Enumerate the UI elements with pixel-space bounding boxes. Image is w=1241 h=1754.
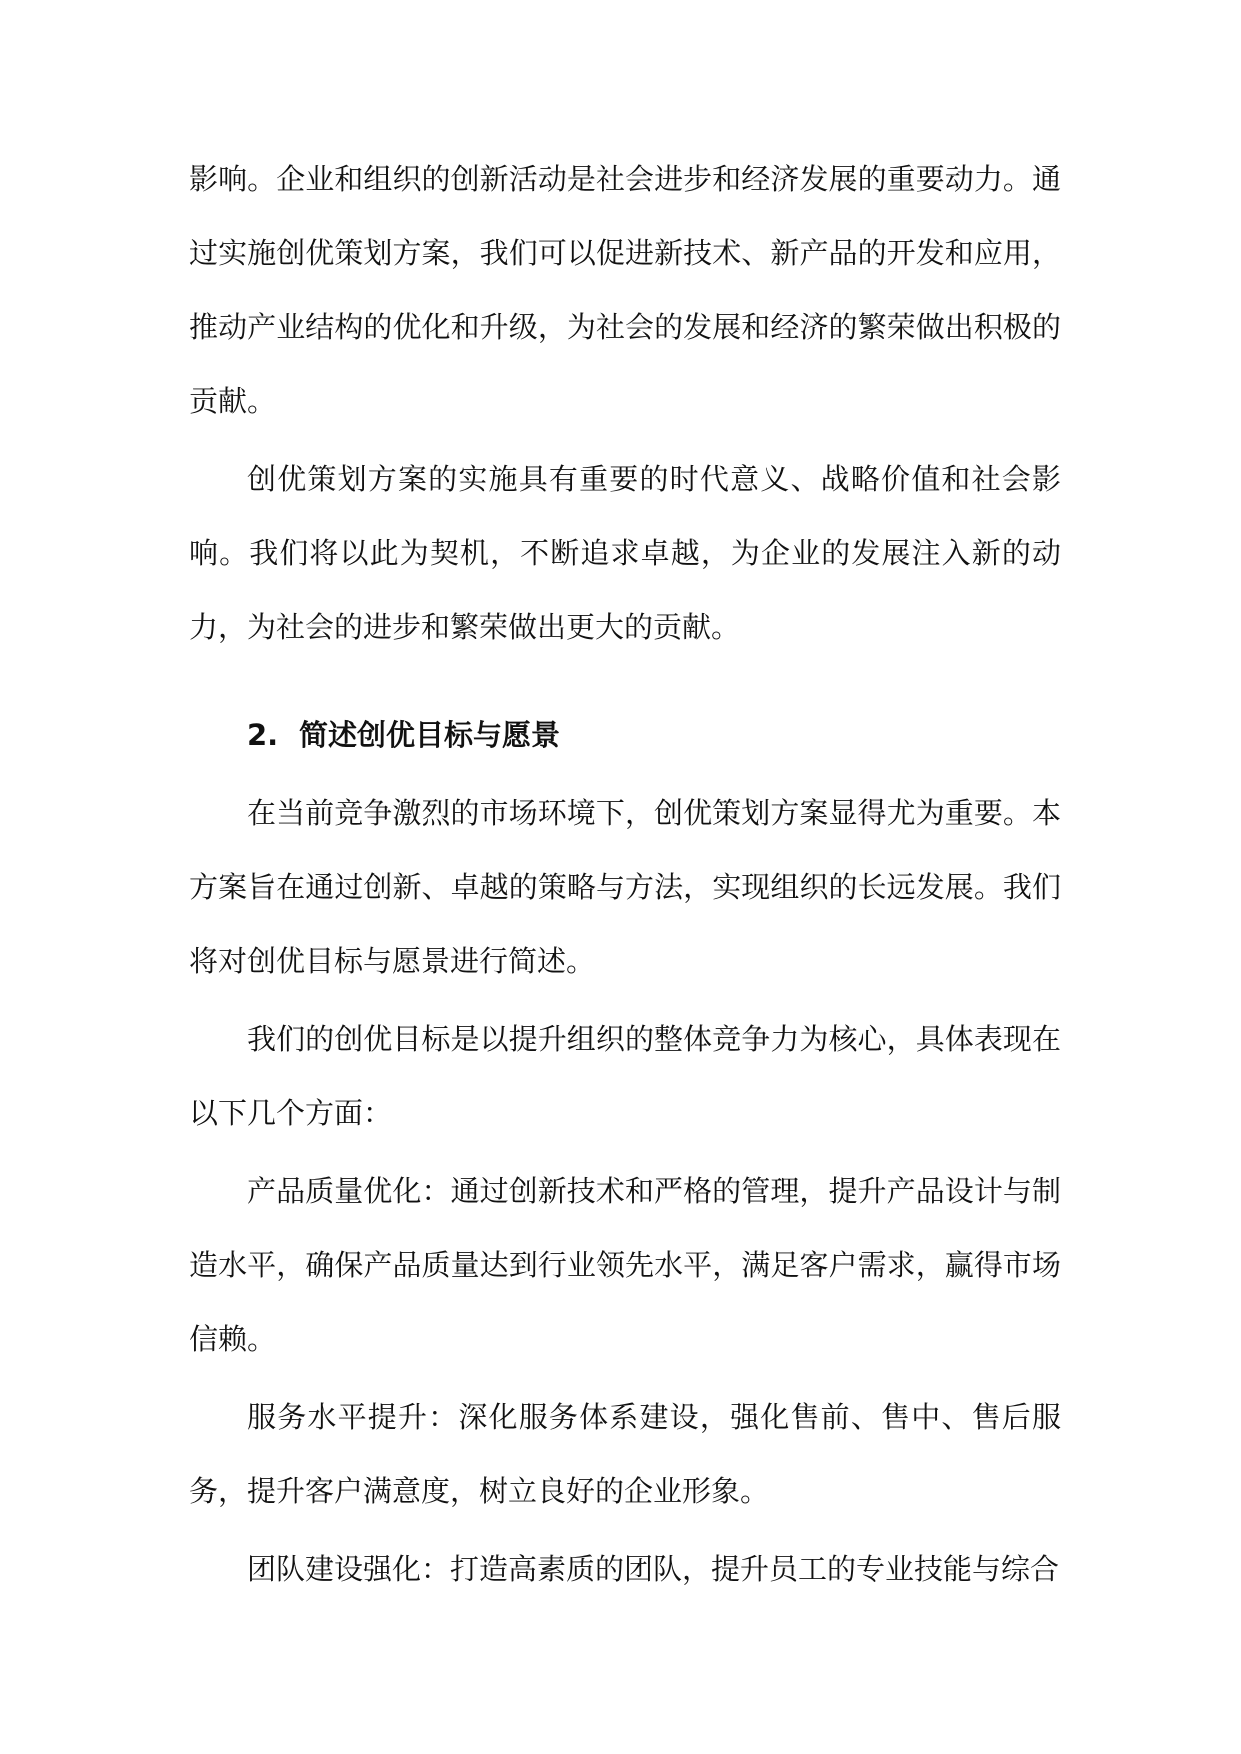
paragraph-intro: 在当前竞争激烈的市场环境下，创优策划方案显得尤为重要。本方案旨在通过创新、卓越的策略与方法，实现组织的长远发展。我们将对创优目标与愿景进行简述。: [189, 796, 1061, 978]
paragraph-significance: 创优策划方案的实施具有重要的时代意义、战略价值和社会影响。我们将以此为契机，不断追求卓越，为企业的发展注入新的动力，为社会的进步和繁荣做出更大的贡献。: [189, 462, 1061, 644]
paragraph-product-quality: 产品质量优化：通过创新技术和严格的管理，提升产品设计与制造水平，确保产品质量达到行业领先水平，满足客户需求，赢得市场信赖。: [189, 1174, 1061, 1356]
paragraph-continuation: 影响。企业和组织的创新活动是社会进步和经济发展的重要动力。通过实施创优策划方案，我们可以促进新技术、新产品的开发和应用，推动产业结构的优化和升级，为社会的发展和经济的繁荣做出积极的贡献。: [189, 162, 1061, 418]
paragraph-team-building: 团队建设强化：打造高素质的团队，提升员工的专业技能与综合: [247, 1552, 1060, 1586]
section-title: 简述创优目标与愿景: [299, 718, 561, 752]
section-number: 2.: [247, 718, 279, 752]
paragraph-goals: 我们的创优目标是以提升组织的整体竞争力为核心，具体表现在以下几个方面：: [189, 1022, 1061, 1130]
paragraph-service-level: 服务水平提升：深化服务体系建设，强化售前、售中、售后服务，提升客户满意度，树立良好的企业形象。: [189, 1400, 1061, 1508]
document-body: [189, 142, 1061, 1606]
section-heading: [189, 698, 1061, 772]
